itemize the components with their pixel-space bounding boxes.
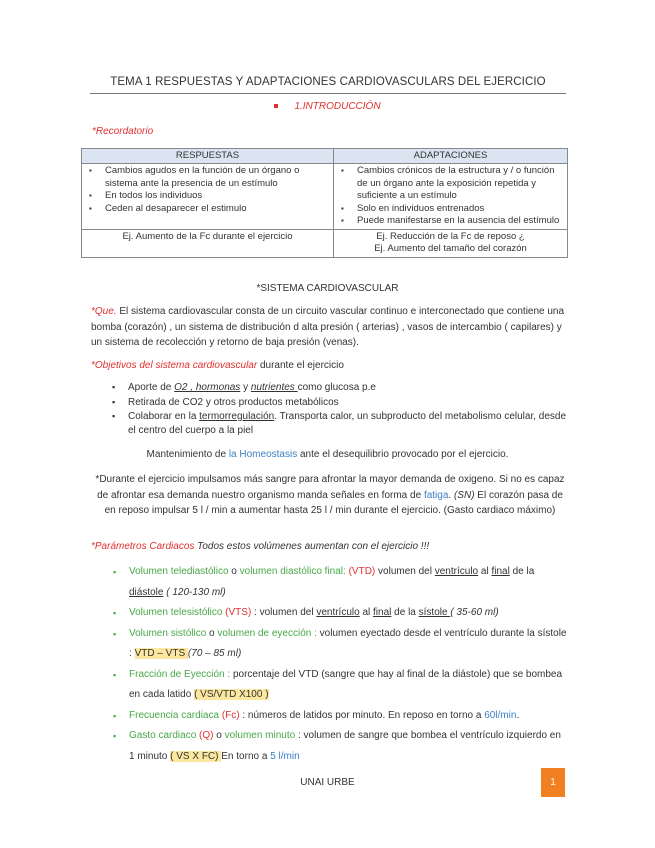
list-item: ▪ Cambios agudos en la función de un órgano o sistema ante la presencia de un estímulo [99, 165, 333, 190]
text: . Transporta calor, un subproducto del metabolismo celular, desde el centro del cuerpo a la piel [128, 411, 567, 436]
comparison-table [81, 148, 568, 258]
text: VTD – VTS [134, 648, 188, 659]
list-item-fe [113, 665, 568, 706]
text: . [516, 709, 520, 721]
title-underline [90, 93, 566, 94]
text: Aporte de [128, 382, 175, 393]
section-heading: *SISTEMA CARDIOVASCULAR [256, 283, 399, 294]
text: ( VS/VTD X100 ) [194, 689, 269, 700]
list-item: ▪ Ceden al desaparecer el estimulo [99, 203, 333, 216]
objetivos-suffix: durante el ejercicio [257, 360, 344, 371]
text: : volumen del [251, 607, 317, 618]
text: 60l/min [484, 709, 517, 721]
example-adaptaciones-line-2: Ej. Aumento del tamaño del corazón [374, 243, 527, 254]
text: Mantenimiento de [146, 449, 229, 460]
objetivos-label: *Objetivos del sistema cardiovascular [91, 360, 258, 371]
text: al [478, 566, 492, 577]
list-item-gc [113, 726, 568, 767]
list-item [112, 410, 572, 437]
list-item-vtd [113, 562, 568, 603]
text: ventrículo [434, 566, 479, 577]
que-label: *Que. [91, 306, 117, 317]
respuestas-cell [82, 164, 334, 230]
header-adaptaciones: ADAPTACIONES [334, 149, 568, 164]
list-item-vts [113, 603, 568, 624]
text: final [491, 566, 510, 577]
text: Colaborar en la [128, 411, 200, 422]
text: Frecuencia cardiaca [129, 709, 220, 721]
text: volumen de eyección : [217, 627, 317, 639]
text: Volumen sistólico [129, 627, 207, 639]
intro-heading-text: 1.INTRODUCCIÓN [294, 101, 381, 112]
list-item-fc [113, 706, 568, 727]
list-item: ▪ Solo en individuos entrenados [351, 203, 567, 216]
text: (Q) [196, 730, 214, 741]
recordatorio-label: *Recordatorio [92, 126, 154, 137]
example-adaptaciones [334, 229, 568, 257]
que-text: El sistema cardiovascular consta de un circuito vascular continuo e interconectado que contiene una bomba (corazón) , un sistema de distribución d alta presión ( arterias) , vasos de intercambio ( capilares) y un sistema de recolección y retorno de baja presión (venas). [91, 306, 565, 348]
parametros-list [113, 562, 568, 767]
text: porcentaje del VTD (sangre que hay al final de la diástole) que se bombea en cada latido [129, 668, 563, 700]
text: sístole [418, 607, 451, 618]
respuestas-list [82, 165, 333, 215]
text: y [240, 382, 251, 393]
header-respuestas: RESPUESTAS [82, 149, 334, 164]
text: . [448, 489, 454, 501]
list-item: ▪ Puede manifestarse en la ausencia del estímulo [351, 215, 567, 228]
parametros-label: *Parámetros Cardiacos [91, 541, 195, 552]
text: En torno a [221, 750, 271, 762]
list-item: ▪ En todos los individuos [99, 190, 333, 203]
text: ( VS X FC) [170, 750, 222, 762]
text: (70 – 85 ml) [187, 648, 242, 659]
parametros-note: Todos estos volúmenes aumentan con el ejercicio !!! [194, 541, 430, 552]
text: ante el desequilibrio provocado por el ejercicio. [297, 449, 509, 460]
list-item: ▪ Retirada de CO2 y otros productos metabólicos [112, 396, 572, 410]
parametros-heading [91, 539, 569, 555]
hormonas-term: hormonas [195, 382, 241, 393]
list-item [112, 381, 572, 395]
text: 5 l/min [270, 750, 300, 762]
footer-author: UNAI URBE [300, 777, 355, 788]
text: Volumen telediastólico [129, 566, 229, 577]
text: El corazón pasa de en reposo impulsar 5 l / min a aumentar hasta 25 l / min durante el ejercicio. (Gasto cardiaco máximo) [104, 489, 563, 516]
text: o [228, 566, 240, 577]
text: volumen minuto [224, 730, 296, 741]
text: volumen del [375, 566, 435, 577]
list-item-vs [113, 624, 568, 665]
text: (VTS) [222, 607, 252, 618]
text: volumen diastólico final: [239, 566, 346, 577]
table-header-row [82, 149, 568, 164]
text: diástole [129, 586, 164, 598]
text: como glucosa p.e [297, 382, 376, 393]
text: , [187, 382, 196, 393]
text: volumen eyectado desde el ventrículo durante la sístole : [129, 627, 567, 659]
intro-heading [0, 101, 655, 112]
text: o [206, 627, 218, 639]
termorregulacion-term: termorregulación [199, 411, 275, 422]
page-title: TEMA 1 RESPUESTAS Y ADAPTACIONES CARDIOVASCULARS DEL EJERCICIO [110, 76, 546, 88]
sn-term: (SN) [453, 489, 475, 501]
adaptaciones-list [334, 165, 567, 228]
text: (VTD) [345, 566, 376, 577]
que-paragraph [91, 304, 569, 351]
objetivos-list [112, 381, 572, 438]
text: de la [391, 607, 419, 618]
text: ( 120-130 ml) [163, 586, 226, 598]
page-number: 1 [541, 768, 565, 797]
text: Fracción de Eyección : [129, 668, 231, 680]
text: final [373, 607, 392, 618]
text: de la [509, 566, 535, 577]
text: ( 35-60 ml) [450, 607, 499, 618]
text: (Fc) [219, 709, 240, 721]
nutrientes-term: nutrientes [250, 382, 298, 393]
table-row [82, 164, 568, 230]
homeostasis-line [0, 447, 655, 463]
text: : volumen de sangre que bombea el ventrículo izquierdo en 1 minuto [129, 730, 561, 762]
text: ventrículo [316, 607, 360, 618]
table-row [82, 229, 568, 257]
homeostasis-term: la Homeostasis [228, 449, 298, 460]
adaptaciones-cell [334, 164, 568, 230]
text: Volumen telesistólico [129, 607, 223, 618]
text: *Durante el ejercicio impulsamos más sangre para afrontar la mayor demanda de oxigeno. Si no es capaz de afrontar esa demanda nuestro organismo manda señales en forma de [95, 474, 565, 501]
text: : números de latidos por minuto. En reposo en torno a [239, 709, 485, 721]
bullet-square-icon [274, 104, 278, 108]
example-respuestas: Ej. Aumento de la Fc durante el ejercicio [82, 229, 334, 257]
list-item: ▪ Cambios crónicos de la estructura y / o función de un órgano ante la exposición repetida y suficiente a un estímulo [351, 165, 567, 203]
o2-term: O2 [174, 382, 188, 393]
text: Gasto cardiaco [129, 730, 197, 741]
example-adaptaciones-line-1: Ej. Reducción de la Fc de reposo ¿ [376, 230, 525, 242]
text: al [359, 607, 374, 618]
fatiga-term: fatiga [423, 489, 449, 501]
durante-paragraph [91, 472, 569, 519]
objetivos-heading [91, 358, 569, 374]
text: o [213, 730, 225, 741]
